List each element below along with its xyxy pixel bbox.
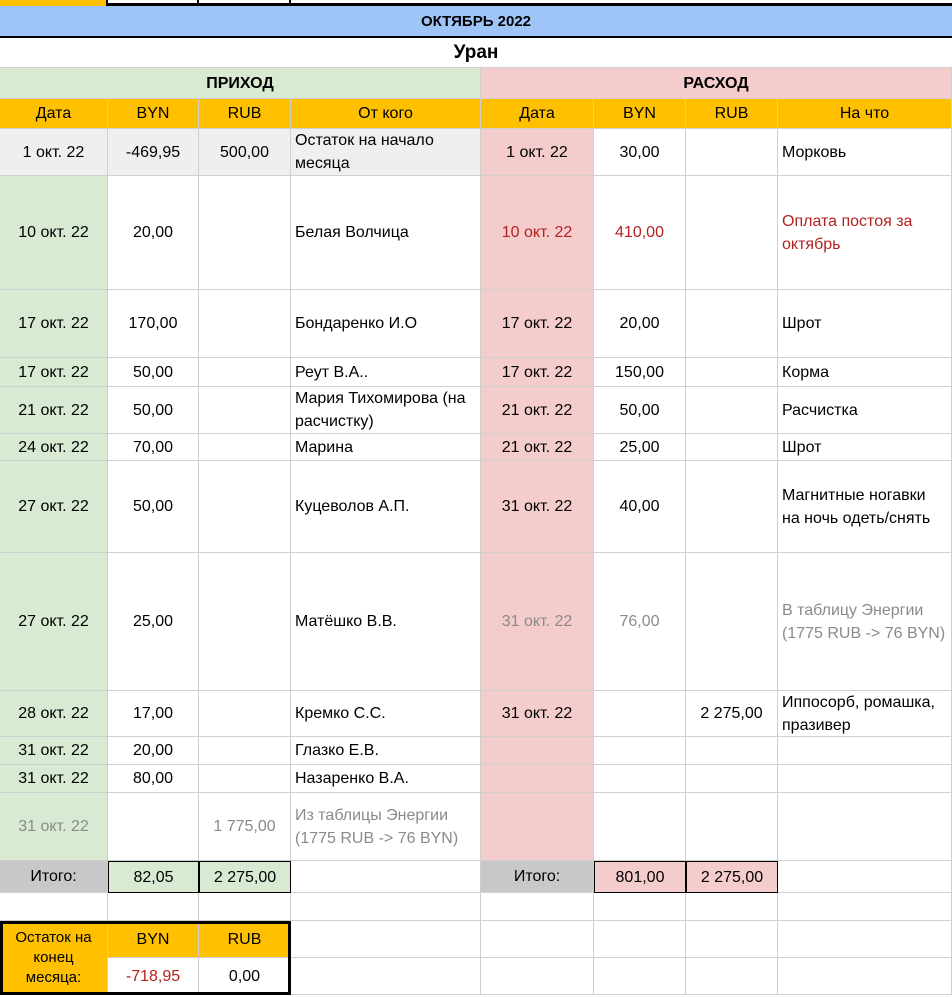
column-header-row bbox=[0, 99, 952, 129]
end-balance-byn: -718,95 bbox=[108, 958, 199, 995]
income-section-title: ПРИХОД bbox=[0, 68, 481, 99]
income-rub: 500,00 bbox=[199, 129, 291, 176]
expense-total-byn: 801,00 bbox=[594, 861, 686, 893]
expense-byn bbox=[594, 691, 686, 737]
expense-rub: 2 275,00 bbox=[686, 691, 778, 737]
expense-date: 17 окт. 22 bbox=[481, 358, 594, 387]
expense-byn: 150,00 bbox=[594, 358, 686, 387]
expense-date bbox=[481, 793, 594, 861]
expense-rub bbox=[686, 553, 778, 691]
expense-what: Магнитные ногавки на ночь одеть/снять bbox=[778, 461, 952, 553]
income-from: Остаток на начало месяца bbox=[291, 129, 481, 176]
expense-rub bbox=[686, 434, 778, 461]
expense-byn bbox=[594, 765, 686, 793]
expense-section-title: РАСХОД bbox=[481, 68, 952, 99]
col-expense-byn: BYN bbox=[594, 99, 686, 129]
income-date: 10 окт. 22 bbox=[0, 176, 108, 290]
income-rub bbox=[199, 358, 291, 387]
expense-what: Морковь bbox=[778, 129, 952, 176]
income-date: 24 окт. 22 bbox=[0, 434, 108, 461]
income-byn: 20,00 bbox=[108, 176, 199, 290]
table-row bbox=[0, 691, 952, 737]
expense-rub bbox=[686, 387, 778, 434]
col-income-rub: RUB bbox=[199, 99, 291, 129]
end-balance-label: Остаток на конец месяца: bbox=[0, 921, 108, 995]
income-byn: 20,00 bbox=[108, 737, 199, 765]
income-rub bbox=[199, 387, 291, 434]
income-rub: 1 775,00 bbox=[199, 793, 291, 861]
table-row bbox=[0, 461, 952, 553]
expense-date: 1 окт. 22 bbox=[481, 129, 594, 176]
income-from: Бондаренко И.О bbox=[291, 290, 481, 358]
col-income-date: Дата bbox=[0, 99, 108, 129]
empty-row bbox=[0, 893, 952, 921]
expense-what: Расчистка bbox=[778, 387, 952, 434]
income-from: Назаренко В.А. bbox=[291, 765, 481, 793]
expense-byn: 50,00 bbox=[594, 387, 686, 434]
income-byn bbox=[108, 793, 199, 861]
income-from: Марина bbox=[291, 434, 481, 461]
col-expense-rub: RUB bbox=[686, 99, 778, 129]
income-date: 28 окт. 22 bbox=[0, 691, 108, 737]
expense-what: Корма bbox=[778, 358, 952, 387]
expense-what: Иппосорб, ромашка, празивер bbox=[778, 691, 952, 737]
col-expense-what: На что bbox=[778, 99, 952, 129]
month-title: ОКТЯБРЬ 2022 bbox=[0, 6, 952, 38]
table-row bbox=[0, 387, 952, 434]
income-date: 31 окт. 22 bbox=[0, 765, 108, 793]
expense-what: Оплата постоя за октябрь bbox=[778, 176, 952, 290]
expense-date: 31 окт. 22 bbox=[481, 553, 594, 691]
expense-byn: 20,00 bbox=[594, 290, 686, 358]
income-date: 17 окт. 22 bbox=[0, 358, 108, 387]
income-date: 27 окт. 22 bbox=[0, 461, 108, 553]
expense-rub bbox=[686, 290, 778, 358]
horse-name: Уран bbox=[0, 38, 952, 68]
expense-date: 31 окт. 22 bbox=[481, 461, 594, 553]
table-row bbox=[0, 129, 952, 176]
income-from: Кремко С.С. bbox=[291, 691, 481, 737]
table-row bbox=[0, 793, 952, 861]
income-from: Куцеволов А.П. bbox=[291, 461, 481, 553]
end-balance-rub-header: RUB bbox=[199, 921, 291, 958]
income-byn: 50,00 bbox=[108, 461, 199, 553]
income-from: Матёшко В.В. bbox=[291, 553, 481, 691]
expense-what: В таблицу Энергии (1775 RUB -> 76 BYN) bbox=[778, 553, 952, 691]
income-rub bbox=[199, 461, 291, 553]
end-balance-byn-header: BYN bbox=[108, 921, 199, 958]
income-byn: 80,00 bbox=[108, 765, 199, 793]
income-rub bbox=[199, 765, 291, 793]
income-total-label: Итого: bbox=[0, 861, 108, 893]
income-byn: 25,00 bbox=[108, 553, 199, 691]
col-income-from: От кого bbox=[291, 99, 481, 129]
table-row bbox=[0, 290, 952, 358]
expense-what bbox=[778, 737, 952, 765]
expense-date: 21 окт. 22 bbox=[481, 434, 594, 461]
expense-rub bbox=[686, 737, 778, 765]
expense-date bbox=[481, 765, 594, 793]
col-expense-date: Дата bbox=[481, 99, 594, 129]
income-from: Глазко Е.В. bbox=[291, 737, 481, 765]
totals-row bbox=[0, 861, 952, 893]
expense-byn: 30,00 bbox=[594, 129, 686, 176]
expense-date: 21 окт. 22 bbox=[481, 387, 594, 434]
table-row bbox=[0, 434, 952, 461]
expense-rub bbox=[686, 358, 778, 387]
income-rub bbox=[199, 691, 291, 737]
expense-rub bbox=[686, 765, 778, 793]
table-row bbox=[0, 553, 952, 691]
income-rub bbox=[199, 737, 291, 765]
income-date: 27 окт. 22 bbox=[0, 553, 108, 691]
table-row bbox=[0, 765, 952, 793]
section-header-row bbox=[0, 68, 952, 99]
income-from: Реут В.А.. bbox=[291, 358, 481, 387]
expense-byn bbox=[594, 737, 686, 765]
expense-byn: 410,00 bbox=[594, 176, 686, 290]
expense-byn bbox=[594, 793, 686, 861]
expense-byn: 25,00 bbox=[594, 434, 686, 461]
expense-total-label: Итого: bbox=[481, 861, 594, 893]
income-rub bbox=[199, 553, 291, 691]
expense-date: 10 окт. 22 bbox=[481, 176, 594, 290]
income-byn: 17,00 bbox=[108, 691, 199, 737]
expense-what: Шрот bbox=[778, 290, 952, 358]
expense-rub bbox=[686, 461, 778, 553]
income-total-rub: 2 275,00 bbox=[199, 861, 291, 893]
income-rub bbox=[199, 290, 291, 358]
income-rub bbox=[199, 176, 291, 290]
income-byn: 50,00 bbox=[108, 358, 199, 387]
expense-rub bbox=[686, 793, 778, 861]
col-income-byn: BYN bbox=[108, 99, 199, 129]
end-balance-rub: 0,00 bbox=[199, 958, 291, 995]
income-date: 21 окт. 22 bbox=[0, 387, 108, 434]
table-row bbox=[0, 176, 952, 290]
expense-date: 31 окт. 22 bbox=[481, 691, 594, 737]
income-total-byn: 82,05 bbox=[108, 861, 199, 893]
expense-rub bbox=[686, 129, 778, 176]
income-rub bbox=[199, 434, 291, 461]
income-byn: 50,00 bbox=[108, 387, 199, 434]
expense-what bbox=[778, 765, 952, 793]
income-date: 17 окт. 22 bbox=[0, 290, 108, 358]
income-byn: 170,00 bbox=[108, 290, 199, 358]
end-balance-label-row bbox=[0, 921, 952, 995]
income-from: Белая Волчица bbox=[291, 176, 481, 290]
table-row bbox=[0, 737, 952, 765]
expense-date: 17 окт. 22 bbox=[481, 290, 594, 358]
expense-rub bbox=[686, 176, 778, 290]
expense-what bbox=[778, 793, 952, 861]
income-byn: -469,95 bbox=[108, 129, 199, 176]
expense-byn: 40,00 bbox=[594, 461, 686, 553]
income-date: 1 окт. 22 bbox=[0, 129, 108, 176]
table-row bbox=[0, 358, 952, 387]
expense-byn: 76,00 bbox=[594, 553, 686, 691]
income-from: Мария Тихомирова (на расчистку) bbox=[291, 387, 481, 434]
expense-what: Шрот bbox=[778, 434, 952, 461]
income-date: 31 окт. 22 bbox=[0, 793, 108, 861]
expense-total-rub: 2 275,00 bbox=[686, 861, 778, 893]
income-date: 31 окт. 22 bbox=[0, 737, 108, 765]
expense-date bbox=[481, 737, 594, 765]
income-byn: 70,00 bbox=[108, 434, 199, 461]
income-from: Из таблицы Энергии (1775 RUB -> 76 BYN) bbox=[291, 793, 481, 861]
